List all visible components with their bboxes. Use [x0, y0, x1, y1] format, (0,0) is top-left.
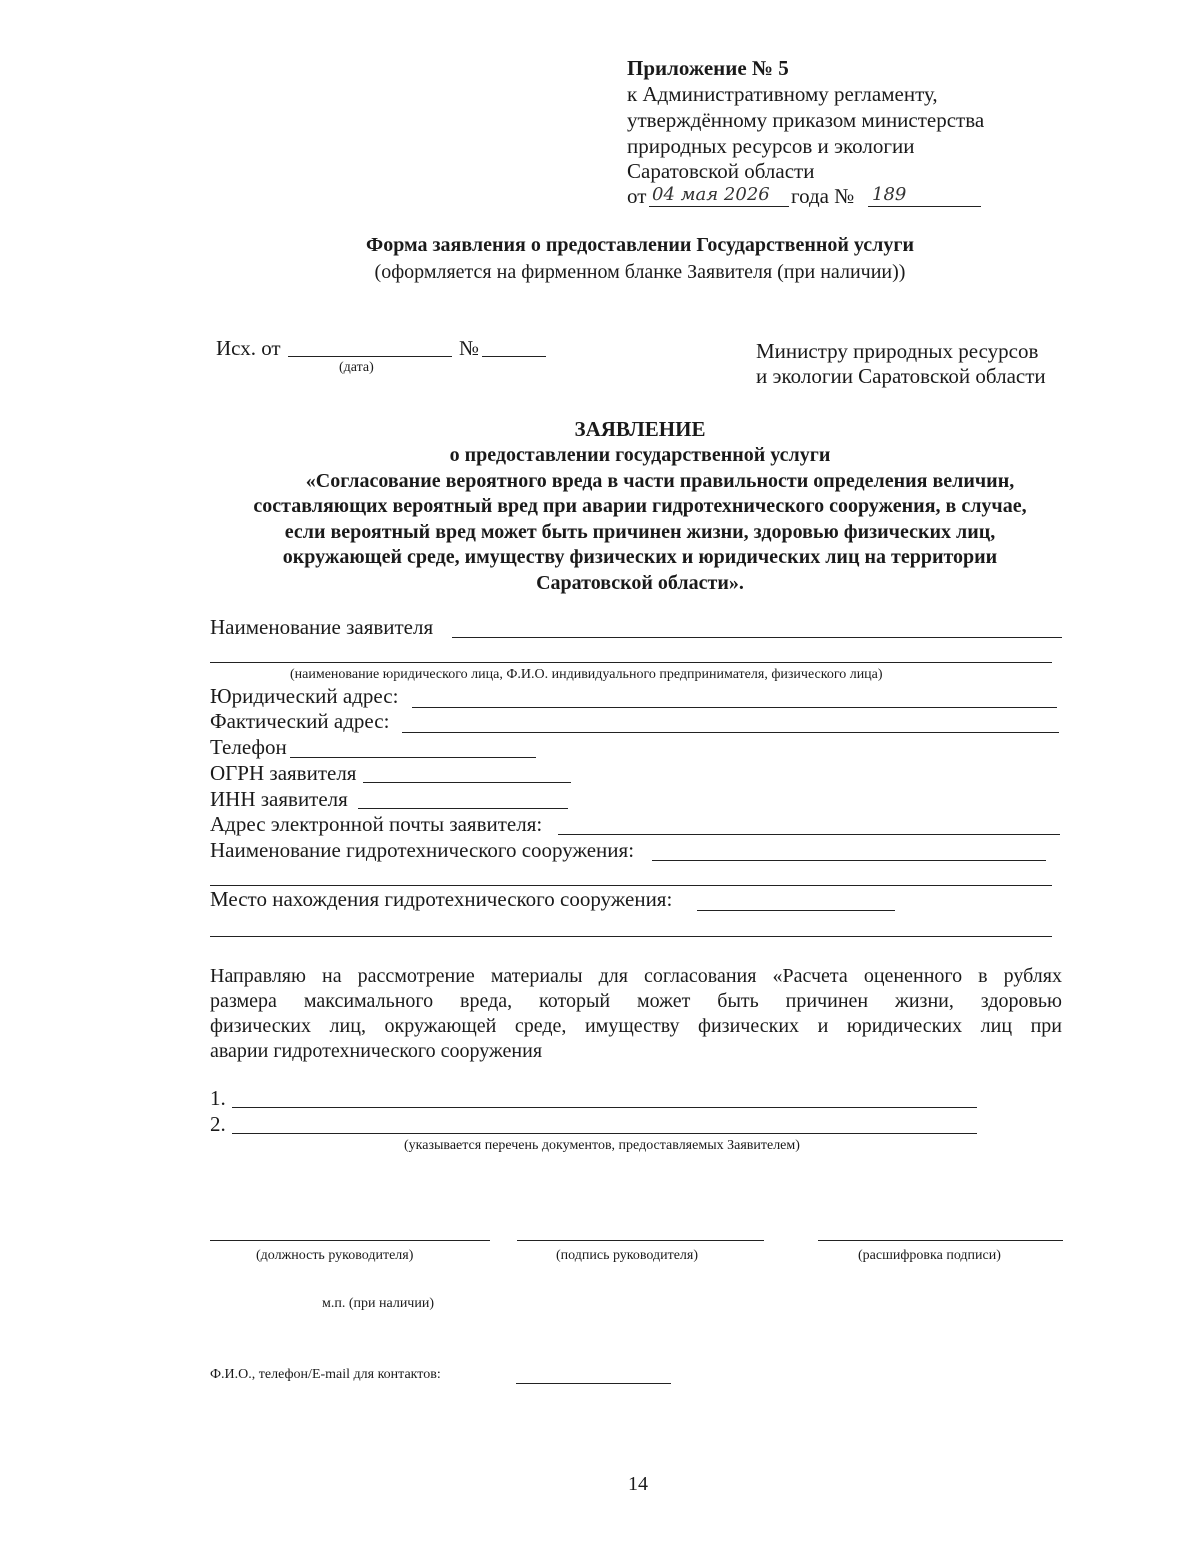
- outgoing-date-line[interactable]: [288, 356, 452, 357]
- outgoing-date-caption: (дата): [339, 360, 374, 375]
- appendix-line-3: природных ресурсов и экологии: [627, 134, 915, 158]
- statement-line-4: если вероятный вред может быть причинен жизни, здоровью физических лиц,: [284, 521, 996, 543]
- statement-line-5: окружающей среде, имуществу физических и юридических лиц на территории: [282, 546, 998, 568]
- appendix-number-line: [868, 206, 981, 207]
- statement-line-3: составляющих вероятный вред при аварии гидротехнического сооружения, в случае,: [253, 495, 1027, 517]
- contacts-line[interactable]: [516, 1383, 671, 1384]
- decoding-line[interactable]: [818, 1240, 1063, 1241]
- document-item-1-line[interactable]: [232, 1107, 977, 1108]
- hydro-name-line[interactable]: [652, 860, 1046, 861]
- inn-label: ИНН заявителя: [210, 787, 348, 811]
- appendix-line-4: Саратовской области: [627, 159, 815, 183]
- position-line[interactable]: [210, 1240, 490, 1241]
- page-number: 14: [628, 1473, 648, 1495]
- applicant-name-line-2[interactable]: [210, 662, 1052, 663]
- document-item-2-line[interactable]: [232, 1133, 977, 1134]
- body-line-2: размера максимального вреда, который может быть причинен жизни, здоровью: [210, 990, 1062, 1012]
- appendix-year-suffix: года №: [791, 184, 855, 208]
- appendix-date-line: [649, 206, 789, 207]
- addressee-line-2: и экологии Саратовской области: [756, 364, 1046, 388]
- body-line-1: Направляю на рассмотрение материалы для согласования «Расчета оцененного в рублях: [210, 965, 1062, 987]
- phone-label: Телефон: [210, 735, 287, 759]
- statement-title: ЗАЯВЛЕНИЕ: [574, 417, 706, 441]
- appendix-date-prefix: от: [627, 184, 647, 208]
- hydro-name-label: Наименование гидротехнического сооружения:: [210, 838, 635, 862]
- hydro-name-line-2[interactable]: [210, 885, 1052, 886]
- email-line[interactable]: [558, 834, 1060, 835]
- actual-address-line[interactable]: [402, 732, 1059, 733]
- statement-line-1: о предоставлении государственной услуги: [449, 444, 831, 466]
- applicant-caption: (наименование юридического лица, Ф.И.О. индивидуального предпринимателя, физического лица): [290, 667, 883, 682]
- body-line-4: аварии гидротехнического сооружения: [210, 1040, 543, 1062]
- phone-line[interactable]: [290, 757, 536, 758]
- document-item-2-label: 2.: [210, 1112, 226, 1136]
- addressee-line-1: Министру природных ресурсов: [756, 339, 1039, 363]
- appendix-line-1: к Административному регламенту,: [627, 82, 938, 106]
- legal-address-line[interactable]: [412, 707, 1057, 708]
- appendix-date-handwritten: 04 мая 2026: [652, 184, 770, 205]
- position-caption: (должность руководителя): [256, 1248, 414, 1263]
- ogrn-line[interactable]: [363, 782, 571, 783]
- inn-line[interactable]: [358, 808, 568, 809]
- documents-caption: (указывается перечень документов, предоставляемых Заявителем): [404, 1138, 800, 1153]
- hydro-location-label: Место нахождения гидротехнического сооружения:: [210, 887, 673, 911]
- appendix-line-2: утверждённому приказом министерства: [627, 108, 985, 132]
- actual-address-label: Фактический адрес:: [210, 709, 390, 733]
- stamp-caption: м.п. (при наличии): [322, 1296, 434, 1311]
- contacts-label: Ф.И.О., телефон/E-mail для контактов:: [210, 1367, 441, 1382]
- statement-line-6: Саратовской области».: [536, 572, 744, 594]
- document-item-1-label: 1.: [210, 1086, 226, 1110]
- hydro-location-line[interactable]: [697, 910, 895, 911]
- email-label: Адрес электронной почты заявителя:: [210, 812, 543, 836]
- ogrn-label: ОГРН заявителя: [210, 761, 357, 785]
- form-title: Форма заявления о предоставлении Государственной услуги: [366, 234, 914, 256]
- outgoing-label: Исх. от: [216, 336, 281, 360]
- appendix-number-handwritten: 189: [872, 184, 907, 205]
- applicant-name-label: Наименование заявителя: [210, 615, 434, 639]
- statement-line-2: «Согласование вероятного вреда в части правильности определения величин,: [305, 470, 1015, 492]
- appendix-title: Приложение № 5: [627, 56, 789, 80]
- applicant-name-line[interactable]: [452, 637, 1062, 638]
- body-line-3: физических лиц, окружающей среде, имуществу физических и юридических лиц при: [210, 1015, 1062, 1037]
- form-subtitle: (оформляется на фирменном бланке Заявителя (при наличии)): [374, 261, 906, 283]
- legal-address-label: Юридический адрес:: [210, 684, 399, 708]
- hydro-location-line-2[interactable]: [210, 936, 1052, 937]
- outgoing-number-line[interactable]: [482, 356, 546, 357]
- decoding-caption: (расшифровка подписи): [858, 1248, 1001, 1263]
- signature-line[interactable]: [517, 1240, 764, 1241]
- signature-caption: (подпись руководителя): [556, 1248, 699, 1263]
- outgoing-number-label: №: [459, 336, 480, 360]
